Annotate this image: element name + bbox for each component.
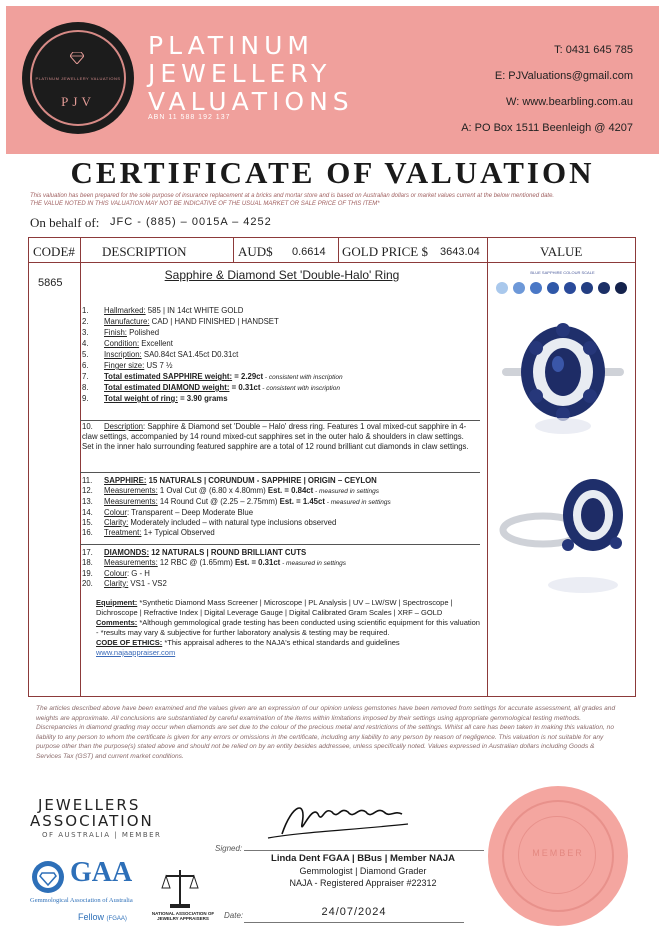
signature-line	[244, 850, 484, 851]
clarity-value: Moderately included – with natural type inclusions observed	[128, 518, 337, 527]
measurement-value: 14 Round Cut @ (2.25 – 2.75mm)	[157, 497, 280, 506]
item-number: 20.	[82, 579, 93, 588]
sapphire-section	[82, 476, 477, 538]
item-number: 4.	[82, 339, 89, 348]
spec-row	[82, 350, 482, 361]
aud-value: 0.6614	[292, 246, 326, 258]
date-line	[244, 922, 464, 923]
spec-label: Finger size:	[104, 361, 145, 370]
treatment-value: 1+ Typical Observed	[141, 528, 215, 537]
item-code: 5865	[38, 277, 63, 289]
clarity-label: Clarity:	[104, 518, 129, 527]
item-number: 11.	[82, 476, 93, 485]
value-header: VALUE	[540, 244, 583, 259]
sapphire-summary: 15 NATURALS | CORUNDUM - SAPPHIRE | ORIGIN – CEYLON	[146, 476, 377, 485]
fellow-suffix: (FGAA)	[106, 916, 127, 922]
table-top-border	[28, 237, 636, 238]
abn-number: ABN 11 588 192 137	[148, 114, 231, 121]
clarity-value: VS1 - VS2	[128, 579, 167, 588]
seal-text: MEMBER	[532, 848, 584, 858]
diamond-section	[82, 548, 477, 589]
separator	[80, 544, 480, 545]
comments-label: Comments:	[96, 618, 138, 627]
item-number: 1.	[82, 306, 89, 315]
measurement-label: Measurements:	[104, 497, 158, 506]
spec-row	[82, 361, 482, 372]
logo-ring-text: PLATINUM JEWELLERY VALUATIONS	[35, 76, 121, 81]
contact-phone: T: 0431 645 785	[554, 44, 633, 56]
measurement-value: 1 Oval Cut @ (6.80 x 4.80mm)	[157, 486, 268, 495]
spec-label: Condition:	[104, 339, 140, 348]
spec-value: = 3.90 grams	[177, 394, 228, 403]
ja-logo-line-1: JEWELLERS	[38, 796, 141, 814]
ja-logo-line-2: ASSOCIATION	[30, 812, 154, 830]
estimate-value: Est. = 1.45ct	[279, 497, 325, 506]
item-number: 14.	[82, 508, 93, 517]
item-number: 6.	[82, 361, 89, 370]
signature-image	[262, 794, 412, 844]
estimate-value: Est. = 0.31ct	[234, 558, 281, 567]
item-number: 15.	[82, 518, 93, 527]
diamond-heading: DIAMONDS:	[104, 548, 150, 557]
spec-label: Finish:	[104, 328, 127, 337]
gold-price-label: GOLD PRICE $	[342, 244, 428, 259]
description-header: DESCRIPTION	[102, 244, 187, 259]
ring-top-view-image	[498, 318, 628, 438]
colour-scale-swatches	[492, 278, 632, 302]
brand-line-2: JEWELLERY	[148, 59, 332, 88]
table-header-border	[28, 262, 636, 263]
spec-label: Hallmarked:	[104, 306, 146, 315]
code-header: CODE#	[33, 244, 75, 259]
naja-logo-text: NATIONAL ASSOCIATION OF JEWELRY APPRAISERS	[151, 911, 215, 921]
colour-scale-label: BLUE SAPPHIRE COLOUR SCALE	[530, 270, 595, 275]
gold-divider	[338, 237, 339, 263]
clarity-label: Clarity:	[104, 579, 129, 588]
item-number: 2.	[82, 317, 89, 326]
item-description	[82, 422, 477, 452]
description-label: Description	[104, 422, 143, 431]
logo-initials: PJV	[61, 94, 95, 109]
spec-value: Excellent	[139, 339, 173, 348]
spec-value: US 7 ½	[144, 361, 173, 370]
equipment-label: Equipment:	[96, 598, 138, 607]
table-bottom-border	[28, 696, 636, 697]
spec-row	[82, 339, 482, 350]
spec-row	[82, 317, 482, 328]
estimate-note: - measured in settings	[280, 560, 347, 567]
brand-line-1: PLATINUM	[148, 31, 314, 60]
pjv-logo	[22, 22, 134, 134]
ring-side-view-image	[498, 475, 628, 605]
gaa-subtitle: Gemmological Association of Australia	[30, 897, 133, 904]
spec-row	[82, 394, 482, 405]
item-number: 9.	[82, 394, 89, 403]
description-text: : Sapphire & Diamond set 'Double – Halo' dress ring. Features 1 oval mixed-cut sapphire in 4-claw settings, accompanied by 14 round mixed-cut sapphires set in the outer halo & shoulders in claw settings. Set in the inner halo surrounding featured sapphire are a total of 12 round brilliant cut diamonds in claw settings.	[82, 422, 469, 451]
gaa-emblem-icon	[30, 859, 66, 895]
spec-value: 585 | IN 14ct WHITE GOLD	[145, 306, 244, 315]
item-number: 13.	[82, 497, 93, 506]
sapphire-heading: SAPPHIRE:	[104, 476, 147, 485]
spec-value: Polished	[126, 328, 160, 337]
spec-value: SA0.84ct SA1.45ct D0.31ct	[141, 350, 239, 359]
spec-label: Total estimated SAPPHIRE weight:	[104, 372, 233, 381]
spec-label: Inscription:	[104, 350, 142, 359]
separator	[80, 472, 480, 473]
table-left-border	[28, 237, 29, 697]
fellow-badge	[78, 912, 127, 922]
spec-note: - consistent with inscription	[260, 385, 340, 392]
valuation-disclaimer: This valuation has been prepared for the sole purpose of insurance replacement at a bricks and mortar store and is based on Australian dollars or market values current at the below mentioned date.	[30, 193, 555, 199]
estimate-value: Est. = 0.84ct	[267, 486, 314, 495]
spec-row	[82, 372, 482, 383]
market-disclaimer: THE VALUE NOTED IN THIS VALUATION MAY NOT BE INDICATIVE OF THE USUAL MARKET OR SALE PRICE OF THIS ITEM*	[30, 201, 380, 207]
brand-line-3: VALUATIONS	[148, 87, 354, 116]
member-seal	[488, 786, 628, 926]
contact-address: A: PO Box 1511 Beenleigh @ 4207	[461, 122, 633, 134]
colour-value: : G - H	[126, 569, 150, 578]
measurement-label: Measurements:	[104, 486, 158, 495]
signer-registration: NAJA - Registered Appraiser #22312	[289, 878, 437, 888]
on-behalf-label: On behalf of:	[30, 215, 100, 230]
signer-role: Gemmologist | Diamond Grader	[299, 866, 427, 876]
spec-row	[82, 306, 482, 317]
estimate-note: - measured in settings	[324, 499, 391, 506]
colour-value: : Transparent – Deep Moderate Blue	[126, 508, 254, 517]
spec-label: Manufacture:	[104, 317, 150, 326]
signed-label: Signed:	[215, 844, 243, 853]
spec-note: - consistent with inscription	[263, 374, 343, 381]
spec-label: Total weight of ring:	[104, 394, 178, 403]
fellow-label: Fellow	[78, 912, 105, 922]
on-behalf-value: JFC - (885) – 0015A – 4252	[110, 216, 272, 228]
separator	[80, 420, 480, 421]
equipment-notes	[96, 598, 480, 658]
colour-label: Colour	[104, 569, 127, 578]
signer-name: Linda Dent FGAA | BBus | Member NAJA	[271, 853, 455, 864]
value-column-divider	[487, 237, 488, 697]
spec-value: = 2.29ct	[232, 372, 264, 381]
table-right-border	[635, 237, 636, 697]
item-number: 5.	[82, 350, 89, 359]
item-number: 16.	[82, 528, 93, 537]
contact-web: W: www.bearbling.com.au	[506, 96, 633, 108]
page-title: CERTIFICATE OF VALUATION	[70, 155, 595, 190]
gold-price-value: 3643.04	[440, 246, 480, 258]
aud-divider	[233, 237, 234, 263]
spec-value: = 0.31ct	[229, 383, 261, 392]
diamond-icon	[70, 52, 84, 64]
measurement-label: Measurements:	[104, 558, 158, 567]
valuation-date: 24/07/2024	[321, 906, 387, 918]
item-number: 18.	[82, 558, 93, 567]
item-number: 7.	[82, 372, 89, 381]
comments-text: *Although gemmological grade testing has been conducted using scientific equipment for this valuation - *results may vary & subjective for further laboratory analysis & testing may be required.	[96, 618, 480, 637]
gaa-logo-text: GAA	[70, 857, 133, 888]
ethics-label: CODE OF ETHICS:	[96, 638, 163, 647]
item-number: 10.	[82, 422, 93, 431]
spec-label: Total estimated DIAMOND weight:	[104, 383, 230, 392]
spec-row	[82, 383, 482, 394]
measurement-value: 12 RBC @ (1.65mm)	[157, 558, 235, 567]
equipment-text: *Synthetic Diamond Mass Screener | Microscope | PL Analysis | UV – LW/SW | Spectroscope | Dichroscope | Refractive Index | Digital Leverage Gauge | Digital Calibrated Gram Scales | XRF – GOLD	[96, 598, 453, 617]
item-number: 17.	[82, 548, 93, 557]
estimate-note: - measured in settings	[313, 488, 379, 495]
item-number: 19.	[82, 569, 93, 578]
item-title: Sapphire & Diamond Set 'Double-Halo' Ring	[164, 268, 400, 282]
naja-link[interactable]: www.najaappraiser.com	[96, 648, 176, 657]
date-label: Date:	[224, 911, 244, 920]
footer-disclaimer: The articles described above have been examined and the values given are an expression of our opinion unless gemstones have been removed from settings for accurate assessment, all grades and weights are approximate. All conclusions are substantiated by careful examination of the items within limitations imposed by their settings using appropriate gemmological testing methods. Discrepancies in diamond grading may occur when diamonds are set due to the colour of the precious metal and restrictions of the settings. Whilst all care has been taken in making this valuation, no liability to any person to whom the certificate is given for any errors or omissions in the certificate, including any liability to any person by reason of negligence. This valuation is not suitable for any purpose other than the purpose(s) stated above and should not be relied on by an entity besides addressee, unless specifically noted. Values expressed in Australian dollars including Goods & Services Tax (GST) and current market conditions.	[36, 705, 616, 760]
ethics-text: *This appraisal adheres to the NAJA's ethical standards and guidelines	[162, 638, 400, 647]
aud-label: AUD$	[238, 244, 273, 259]
code-column-divider	[80, 237, 81, 697]
ja-logo-line-3: OF AUSTRALIA | MEMBER	[42, 831, 162, 839]
spec-value: CAD | HAND FINISHED | HANDSET	[149, 317, 279, 326]
item-number: 8.	[82, 383, 89, 392]
item-number: 3.	[82, 328, 89, 337]
diamond-summary: 12 NATURALS | ROUND BRILLIANT CUTS	[149, 548, 307, 557]
spec-row	[82, 328, 482, 339]
naja-scales-icon	[160, 866, 200, 910]
treatment-label: Treatment:	[104, 528, 142, 537]
item-spec-list	[82, 306, 482, 405]
item-number: 12.	[82, 486, 93, 495]
contact-email: E: PJValuations@gmail.com	[494, 70, 633, 82]
colour-label: Colour	[104, 508, 127, 517]
